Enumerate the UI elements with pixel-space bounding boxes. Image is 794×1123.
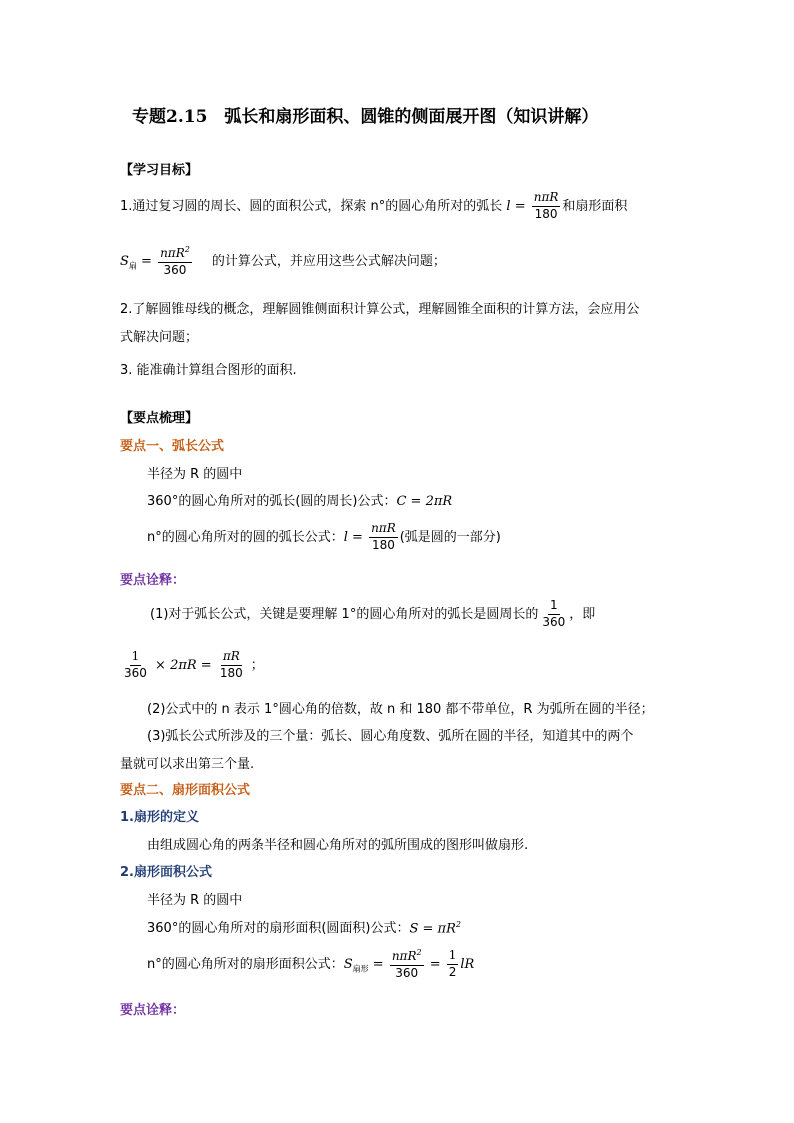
point-1-line-1: 半径为 R 的圆中 <box>147 467 243 482</box>
point-2-heading: 要点二、扇形面积公式 <box>120 783 251 798</box>
note-1-line-1 <box>150 599 595 630</box>
sector-area-formula: $S_扇$ = $\frac{n\pi R^2}{360}$ <box>120 245 190 277</box>
note-3-line-2: 量就可以求出第三个量. <box>120 757 255 772</box>
sub-1-text: 由组成圆心角的两条半径和圆心角所对的弧所围成的图形叫做扇形. <box>147 838 529 853</box>
point-1-line-2-text: 360°的圆心角所对的弧长(圆的周长)公式： <box>147 494 397 509</box>
sub-1-heading: 1.扇形的定义 <box>120 810 199 825</box>
sector-area-formula-2: $S_{扇形}$ = $\frac{n\pi R^2}{360}$ = $\frac{1}{2}$ lR <box>343 948 475 980</box>
objective-2-line-1: 2.了解圆锥母线的概念，理解圆锥侧面积计算公式，理解圆锥全面积的计算方法，会应用公 <box>120 302 640 317</box>
fraction-1-over-360: $\frac{1}{360}$ <box>542 598 566 629</box>
point-2-line-2 <box>147 920 461 937</box>
note-1-text-b: ，即 <box>569 606 596 622</box>
note-1-line-2 <box>120 650 264 681</box>
point-2-line-1: 半径为 R 的圆中 <box>147 893 243 908</box>
point-2-line-3 <box>147 948 474 981</box>
point-2-line-2-text: 360°的圆心角所对的扇形面积(圆面积)公式： <box>147 920 410 936</box>
note-label-2: 要点诠释： <box>120 1003 186 1018</box>
point-1-line-3-tail: (弧是圆的一部分) <box>399 529 501 545</box>
circumference-formula: C = 2πR <box>396 494 453 509</box>
section-objectives-heading: 【学习目标】 <box>120 163 199 178</box>
note-1-formula: $\frac{1}{360}$ × 2πR = $\frac{\pi R}{180}$ <box>124 649 243 680</box>
note-1-semicolon: ； <box>250 657 264 673</box>
point-2-line-3-text: n°的圆心角所对的扇形面积公式： <box>147 956 344 972</box>
circle-area-formula: $S = \pi R^2$ <box>409 920 461 937</box>
section-points-heading: 【要点梳理】 <box>120 411 199 426</box>
objective-3: 3. 能准确计算组合图形的面积. <box>120 363 297 378</box>
objective-1-text-a: 1.通过复习圆的周长、圆的面积公式，探索 n°的圆心角所对的弧长 <box>120 198 503 214</box>
point-1-line-3-text: n°的圆心角所对的圆的弧长公式： <box>147 529 344 545</box>
point-1-line-3 <box>147 522 501 553</box>
note-2: (2)公式中的 n 表示 1°圆心角的倍数，故 n 和 180 都不带单位，R 为弧所在圆的半径； <box>147 702 654 717</box>
note-1-text-a: (1)对于弧长公式，关键是要理解 1°的圆心角所对的弧长是圆周长的 <box>150 606 539 622</box>
point-1-heading: 要点一、弧长公式 <box>120 439 225 454</box>
objective-1-text-c: 的计算公式，并应用这些公式解决问题； <box>211 253 446 269</box>
objective-1-line-2 <box>120 245 446 278</box>
objective-1-line-1 <box>120 191 627 222</box>
sub-2-heading: 2.扇形面积公式 <box>120 865 212 880</box>
note-3-line-1: (3)弧长公式所涉及的三个量：弧长、圆心角度数、弧所在圆的半径，知道其中的两个 <box>147 729 634 744</box>
point-1-line-2 <box>147 494 452 510</box>
note-label-1: 要点诠释： <box>120 573 186 588</box>
page-title: 专题2.15 弧长和扇形面积、圆锥的侧面展开图（知识讲解） <box>132 107 599 127</box>
arc-length-formula: l = $\frac{\text{nπR}}{180}$ <box>502 190 559 221</box>
objective-2-line-2: 式解决问题； <box>120 330 199 345</box>
arc-length-formula-2: l = $\frac{\text{nπR}}{180}$ <box>343 521 396 552</box>
objective-1-text-b: 和扇形面积 <box>562 198 628 214</box>
